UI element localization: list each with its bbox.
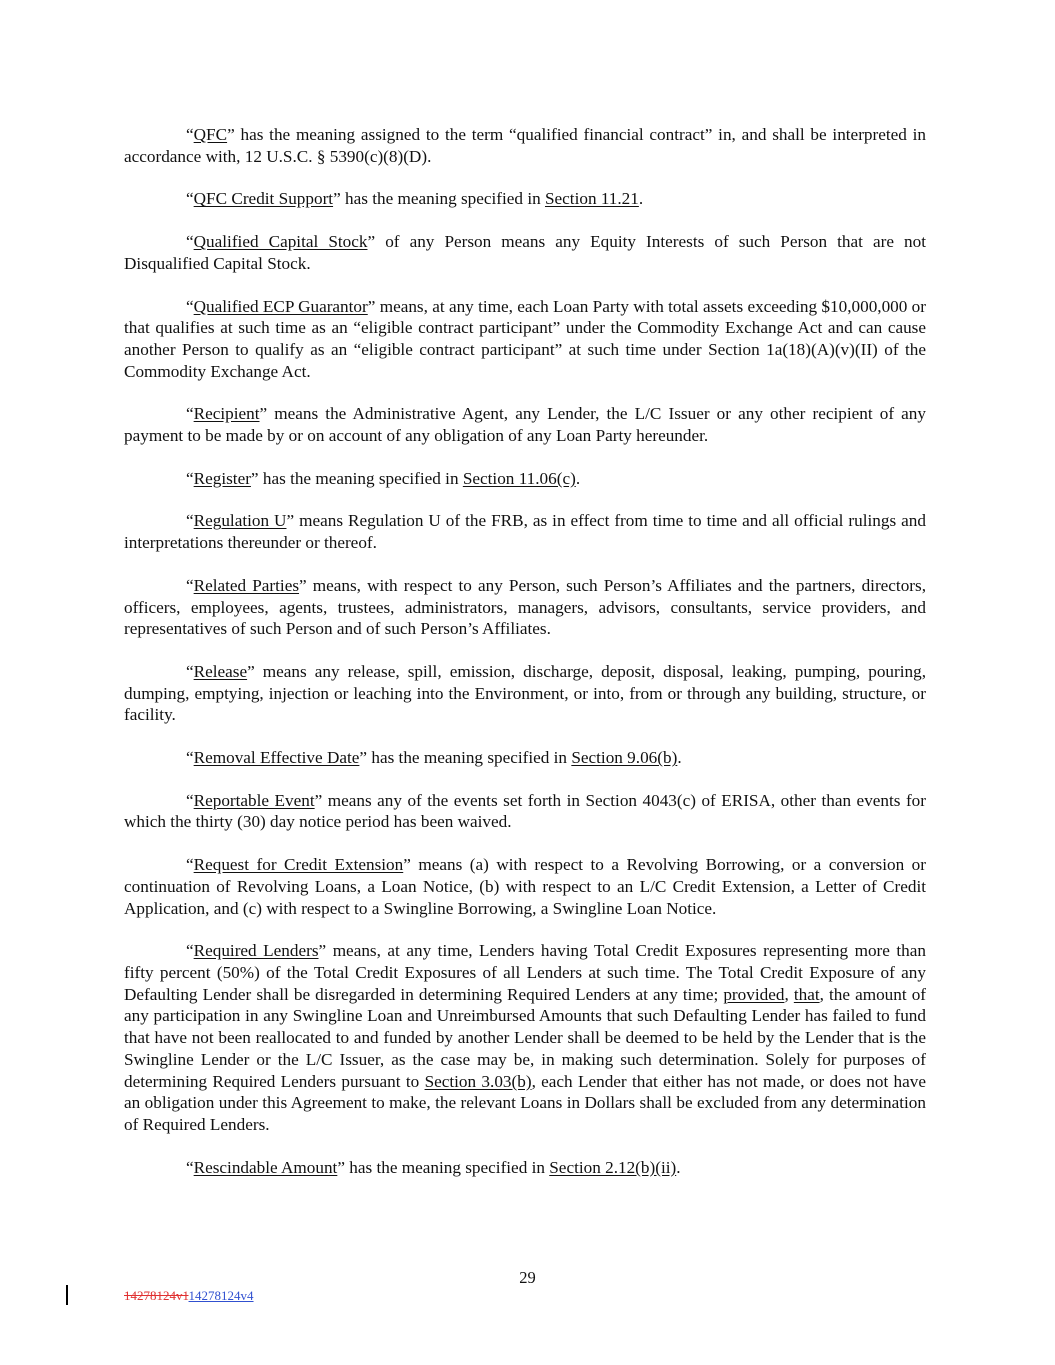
defined-term: Release <box>193 661 248 681</box>
definition-release: “Release” means any release, spill, emission, discharge, deposit, disposal, leaking, pumping, pouring, dumping, emptying, injection or leaching into the Environment, or into, from or through any building, structure, or facility. <box>124 661 926 725</box>
definition-removal-effective-date: “Removal Effective Date” has the meaning specified in Section 9.06(b). <box>186 748 682 768</box>
definition-text: has the meaning specified in <box>344 1157 550 1177</box>
defined-term: Reportable Event <box>193 790 315 810</box>
defined-term: QFC Credit Support <box>193 189 334 209</box>
section-reference: Section 11.21 <box>544 189 639 209</box>
definition-text: means the Administrative Agent, any Lender, the L/C Issuer or any other recipient of any payment to be made by or on account of any obligation of any Loan Party hereunder. <box>124 404 926 446</box>
section-reference: Section 11.06(c) <box>462 468 576 488</box>
definition-tail: . <box>676 1157 681 1177</box>
document-body <box>124 124 926 1199</box>
definition-text: has the meaning specified in <box>340 189 545 209</box>
definition-qfc-credit-support: “QFC Credit Support” has the meaning specified in Section 11.21. <box>186 189 644 209</box>
definition-text: means, with respect to any Person, such Person’s Affiliates and the partners, directors, officers, employees, agents, trustees, administrators, managers, advisors, consultants, service providers, and representatives of such Person and of such Person’s Affiliates. <box>124 575 927 639</box>
definition-text: of any Person means any Equity Interests of such Person that are not Disqualified Capital Stock. <box>124 232 927 273</box>
definition-register: “Register” has the meaning specified in Section 11.06(c). <box>186 468 581 488</box>
defined-term: Required Lenders <box>193 941 319 961</box>
definition-qualified-capital-stock: “Qualified Capital Stock” of any Person means any Equity Interests of such Person that are not Disqualified Capital Stock. <box>124 232 927 273</box>
definition-reportable-event: “Reportable Event” means any of the events set forth in Section 4043(c) of ERISA, other than events for which the thirty (30) day notice period has been waived. <box>124 790 926 832</box>
document-id-footer <box>124 1288 254 1304</box>
definition-request-for-credit-extension: “Request for Credit Extension” means (a) with respect to a Revolving Borrowing, or a conversion or continuation of Revolving Loans, a Loan Notice, (b) with respect to an L/C Credit Extension, a Letter of Credit Application, and (c) with respect to a Swingline Borrowing, a Swingline Loan Notice. <box>124 855 927 918</box>
defined-term: Register <box>193 468 251 488</box>
defined-term: Qualified Capital Stock <box>193 232 368 252</box>
defined-term: Regulation U <box>193 511 287 531</box>
defined-term: Request for Credit Extension <box>193 855 404 875</box>
definition-tail: . <box>638 189 644 209</box>
definition-qualified-ecp-guarantor: “Qualified ECP Guarantor” means, at any time, each Loan Party with total assets exceeding $10,000,000 or that qualifies at such time as an “eligible contract participant” under the Commodity Exchange Act and can cause another Person to qualify as an “eligible contract participant” at such time under Section 1a(18)(A)(v)(II) of the Commodity Exchange Act. <box>124 296 927 381</box>
definition-text: has the meaning assigned to the term “qualified financial contract” in, and shall be interpreted in accordance with, 12 U.S.C. § 5390(c)(8)(D). <box>124 125 926 166</box>
definition-text: has the meaning specified in <box>258 468 463 488</box>
definition-recipient: “Recipient” means the Administrative Agent, any Lender, the L/C Issuer or any other recipient of any payment to be made by or on account of any obligation of any Loan Party hereunder. <box>124 404 926 446</box>
definition-related-parties: “Related Parties” means, with respect to any Person, such Person’s Affiliates and the partners, directors, officers, employees, agents, trustees, administrators, managers, advisors, consultants, service providers, and representatives of such Person and of such Person’s Affiliates. <box>124 575 927 639</box>
defined-term: Qualified ECP Guarantor <box>193 296 368 316</box>
section-reference: Section 9.06(b) <box>571 748 678 768</box>
revision-change-bar <box>66 1285 68 1305</box>
deleted-doc-id: 14278124v1 <box>124 1288 189 1303</box>
defined-term: Related Parties <box>193 575 300 595</box>
definition-text: means any of the events set forth in Section 4043(c) of ERISA, other than events for which the thirty (30) day notice period has been waived. <box>124 790 926 832</box>
proviso-provided: provided <box>723 984 785 1004</box>
definition-regulation-u: “Regulation U” means Regulation U of the FRB, as in effect from time to time and all official rulings and interpretations thereunder or thereof. <box>124 511 926 553</box>
definition-text: means, at any time, each Loan Party with total assets exceeding $10,000,000 or that qualifies at such time as an “eligible contract participant” under the Commodity Exchange Act and can cause another Person to qualify as an “eligible contract participant” at such time under Section 1a(18)(A)(v)(II) of the Commodity Exchange Act. <box>124 296 927 381</box>
proviso-comma: , <box>784 984 794 1004</box>
definition-required-lenders: “Required Lenders” means, at any time, Lenders having Total Credit Exposures representing more than fifty percent (50%) of the Total Credit Exposures of all Lenders at such time. The Total Credit Exposure of any Defaulting Lender shall be disregarded in determining Required Lenders at any time; provided, that, the amount of any participation in any Swingline Loan and Unreimbursed Amounts that such Defaulting Lender has failed to fund that have not been reallocated to and funded by another Lender shall be deemed to be held by the Lender that is the Swingline Lender or the L/C Issuer, as the case may be, in making such determination. Solely for purposes of determining Required Lenders pursuant to Section 3.03(b), each Lender that either has not made, or does not have an obligation under this Agreement to make, the relevant Loans in Dollars shall be excluded from any determination of Required Lenders. <box>124 941 927 1134</box>
defined-term: QFC <box>193 125 228 144</box>
page-number: 29 <box>519 1268 536 1287</box>
defined-term: Removal Effective Date <box>193 748 360 768</box>
section-reference: Section 3.03(b) <box>424 1071 532 1091</box>
definition-qfc: “QFC” has the meaning assigned to the term “qualified financial contract” in, and shall be interpreted in accordance with, 12 U.S.C. § 5390(c)(8)(D). <box>124 125 926 166</box>
section-reference: Section 2.12(b)(ii) <box>549 1157 677 1177</box>
definition-text: means, at any time, Lenders having Total Credit Exposures representing more than fifty percent (50%) of the Total Credit Exposures of all Lenders at such time. The Total Credit Exposure of any Defaulting Lender shall be disregarded in determining Required Lenders at any time; <box>124 941 926 1004</box>
proviso-that: that <box>793 984 820 1004</box>
defined-term: Rescindable Amount <box>193 1157 338 1177</box>
definition-text: means any release, spill, emission, discharge, deposit, disposal, leaking, pumping, pouring, dumping, emptying, injection or leaching into the Environment, or into, from or through any building, structure, or facility. <box>124 661 926 725</box>
definition-rescindable-amount: “Rescindable Amount” has the meaning specified in Section 2.12(b)(ii). <box>186 1157 681 1177</box>
definition-text-continued: , the amount of any participation in any Swingline Loan and Unreimbursed Amounts that such Defaulting Lender has failed to fund that have not been reallocated to and funded by another Lender shall be deemed to be held by the Lender that is the Swingline Lender or the L/C Issuer, as the case may be, in making such determination. Solely for purposes of determining Required Lenders pursuant to <box>124 984 927 1091</box>
definition-text: means (a) with respect to a Revolving Borrowing, or a conversion or continuation of Revolving Loans, a Loan Notice, (b) with respect to an L/C Credit Extension, a Letter of Credit Application, and (c) with respect to a Swingline Borrowing, a Swingline Loan Notice. <box>124 855 927 918</box>
definition-tail: , each Lender that either has not made, or does not have an obligation under this Agreement to make, the relevant Loans in Dollars shall be excluded from any determination of Required Lenders. <box>124 1071 927 1134</box>
defined-term: Recipient <box>193 404 260 424</box>
definition-tail: . <box>677 748 682 768</box>
definition-text: means Regulation U of the FRB, as in effect from time to time and all official rulings and interpretations thereunder or thereof. <box>124 511 926 553</box>
definition-tail: . <box>575 468 581 488</box>
inserted-doc-id: 14278124v4 <box>188 1288 254 1303</box>
definition-text: has the meaning specified in <box>367 748 572 768</box>
